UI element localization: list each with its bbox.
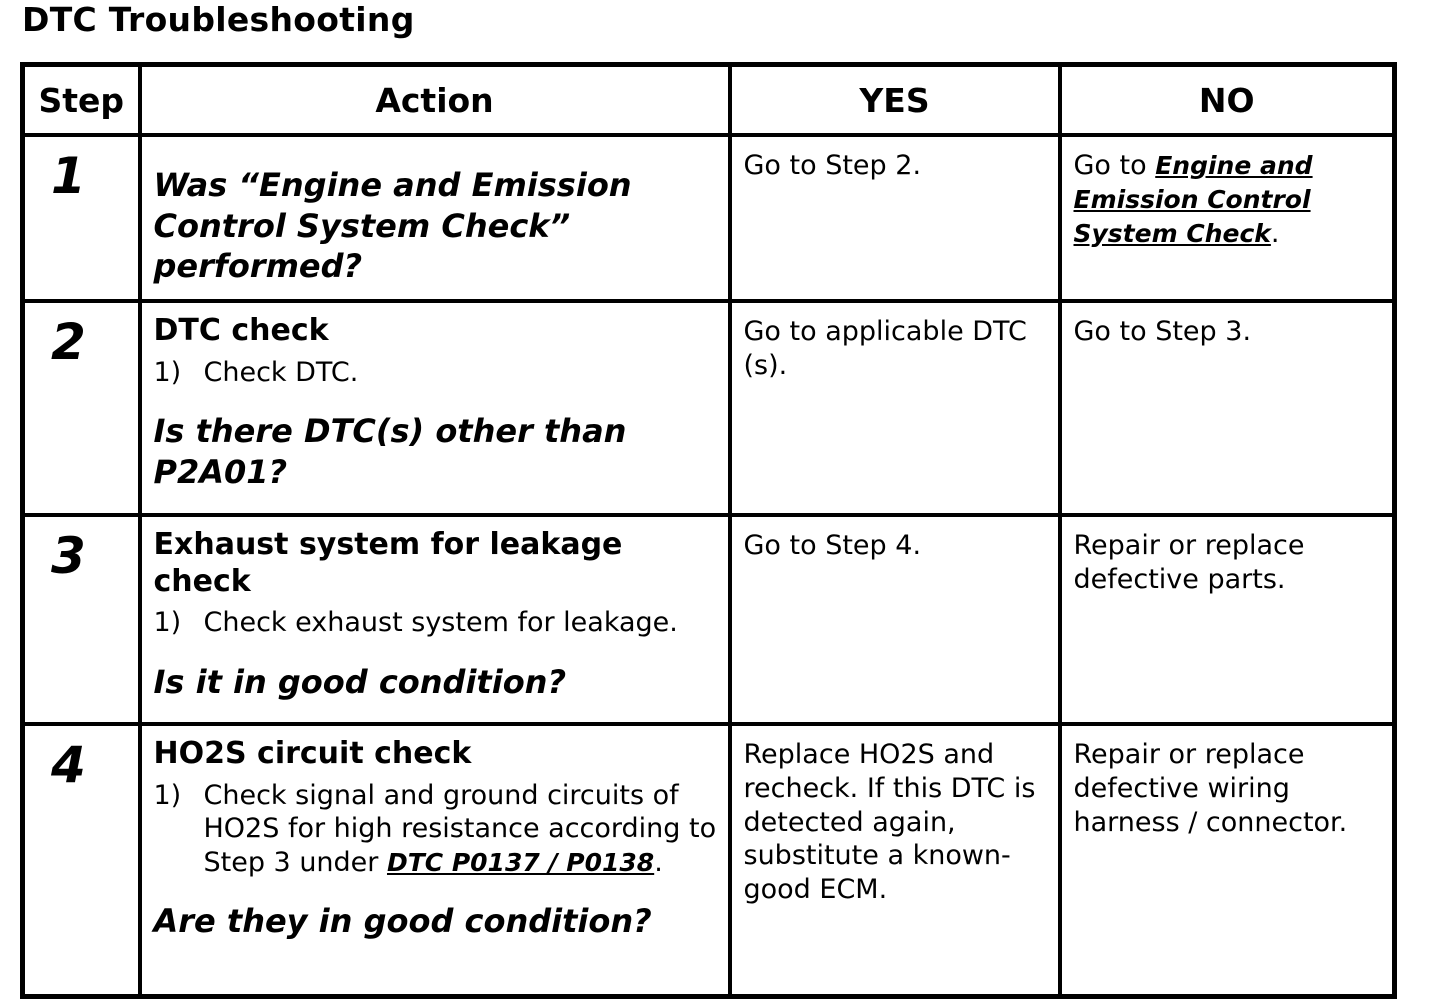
substep-number: 1)	[153, 779, 182, 811]
no-text: Repair or replace defective wiring harness / connector.	[1073, 739, 1348, 838]
no-text	[1062, 137, 1393, 250]
substep	[154, 606, 718, 639]
action-cell	[140, 135, 730, 301]
no-text-suffix: .	[1270, 217, 1280, 249]
substep-text-suffix: .	[654, 846, 663, 878]
table-row	[23, 301, 1395, 515]
yes-text: Go to Step 4.	[743, 530, 922, 561]
substep-text: Check exhaust system for leakage.	[203, 607, 678, 639]
troubleshooting-table	[20, 62, 1397, 999]
table-row	[23, 724, 1395, 997]
yes-cell	[730, 135, 1060, 301]
step-number: 3	[51, 527, 86, 585]
no-text: Go to Step 3.	[1073, 316, 1252, 347]
yes-text: Go to Step 2.	[743, 150, 922, 181]
action-cell	[140, 301, 730, 515]
no-cell	[1060, 515, 1395, 724]
substep-text	[204, 779, 718, 879]
step-cell	[23, 135, 140, 301]
substep	[154, 779, 718, 879]
engine-emission-check-link[interactable]: Engine and Emission Control System Check	[1073, 151, 1313, 248]
step-question: Are they in good condition?	[153, 902, 652, 940]
header-action: Action	[140, 65, 730, 136]
step-number: 2	[51, 313, 86, 371]
step-cell	[23, 515, 140, 724]
no-cell	[1060, 724, 1395, 997]
step-heading: Exhaust system for leakage check	[153, 527, 623, 599]
step-heading: DTC check	[153, 313, 329, 348]
action-cell	[140, 724, 730, 997]
table-row	[23, 515, 1395, 724]
yes-cell	[730, 724, 1060, 997]
no-text-prefix: Go to	[1073, 150, 1156, 181]
no-cell	[1060, 135, 1395, 301]
header-yes: YES	[730, 65, 1060, 136]
step-cell	[23, 301, 140, 515]
no-cell	[1060, 301, 1395, 515]
substep-text: Check DTC.	[203, 356, 359, 388]
substep	[154, 356, 718, 389]
yes-cell	[730, 515, 1060, 724]
step-question: Was “Engine and Emission Control System Check” performed?	[153, 166, 632, 286]
dtc-p0137-p0138-link[interactable]: DTC P0137 / P0138	[386, 847, 655, 877]
step-number: 1	[51, 147, 86, 205]
no-text: Repair or replace defective parts.	[1073, 530, 1305, 595]
table-header-row	[23, 65, 1395, 136]
substep-number: 1)	[153, 607, 182, 639]
step-heading: HO2S circuit check	[153, 736, 472, 771]
step-number: 4	[51, 736, 86, 794]
step-question: Is there DTC(s) other than P2A01?	[153, 412, 627, 491]
header-no: NO	[1060, 65, 1395, 136]
yes-cell	[730, 301, 1060, 515]
step-question: Is it in good condition?	[153, 662, 567, 701]
page-title: DTC Troubleshooting	[22, 0, 415, 39]
substep-text-prefix: Check signal and ground circuits of HO2S for high resistance according to Step 3 under	[203, 779, 717, 878]
substep-number: 1)	[153, 356, 182, 388]
header-step: Step	[23, 65, 140, 136]
yes-text: Go to applicable DTC (s).	[743, 316, 1027, 381]
action-cell	[140, 515, 730, 724]
yes-text: Replace HO2S and recheck. If this DTC is detected again, substitute a known-good ECM.	[743, 739, 1036, 905]
step-cell	[23, 724, 140, 997]
table-row	[23, 135, 1395, 301]
